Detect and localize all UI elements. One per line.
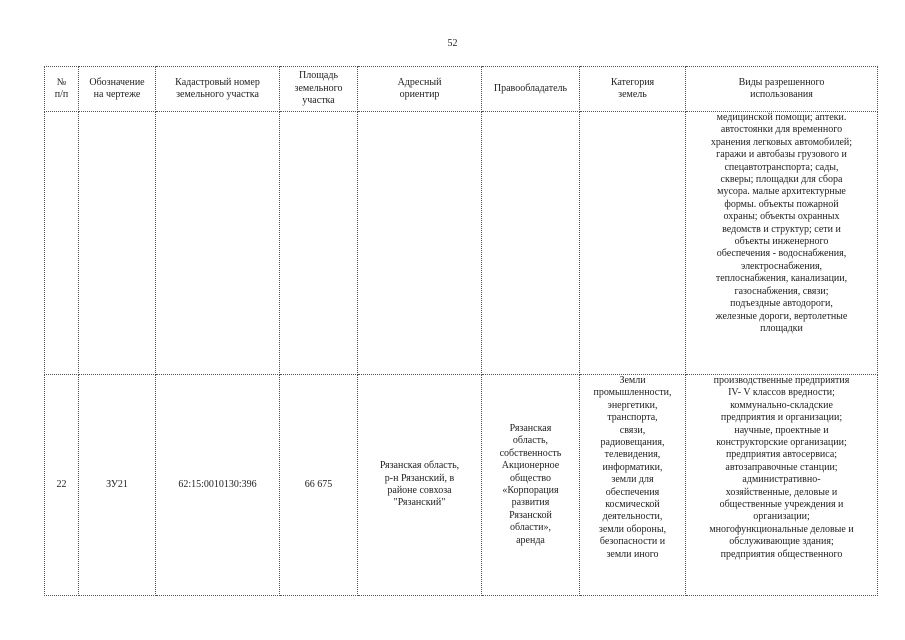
cell-empty [482,112,580,375]
header-cadastral-number: Кадастровый номер земельного участка [156,67,280,112]
cell-empty [358,112,482,375]
cell-empty [156,112,280,375]
cell-area: 66 675 [280,375,358,596]
cell-land-category: Земли промышленности, энергетики, транспорта, связи, радиовещания, телевидения, информатики, земли для обеспечения космической деятельности, земли обороны, безопасности и земли иного [580,375,686,596]
header-area: Площадь земельного участка [280,67,358,112]
cell-designation: ЗУ21 [79,375,156,596]
header-designation: Обозначение на чертеже [79,67,156,112]
cell-permitted-uses: производственные предприятия IV- V классов вредности; коммунально-складские предприятия и организации; научные, проектные и конструкторские организации; предприятия автосервиса; автозаправочные станции; административно- хозяйственные, деловые и общественные учреждения и организации; многофункциональные деловые и обслуживающие здания; предприятия общественного [686,375,878,596]
cell-cadastral-number: 62:15:0010130:396 [156,375,280,596]
cell-address: Рязанская область, р-н Рязанский, в районе совхоза "Рязанский" [358,375,482,596]
cell-permitted-uses-continued: медицинской помощи; аптеки. автостоянки для временного хранения легковых автомобилей; гаражи и автобазы грузового и спецавтотранспорта; сады, скверы; площадки для сбора мусора. малые архитектурные формы. объекты пожарной охраны; объекты охранных ведомств и структур; сети и объекты инженерного обеспечения - водоснабжения, электроснабжения, теплоснабжения, канализации, газоснабжения, связи; подъездные автодороги, железные дороги, вертолетные площадки [686,112,878,375]
table-header-row [45,67,878,112]
header-permitted-uses: Виды разрешенного использования [686,67,878,112]
cell-right-holder: Рязанская область, собственность Акционерное общество «Корпорация развития Рязанской области», аренда [482,375,580,596]
cell-empty [79,112,156,375]
land-plot-table [44,66,878,596]
table-row-continuation [45,112,878,375]
header-num: № п/п [45,67,79,112]
header-address: Адресный ориентир [358,67,482,112]
header-land-category: Категория земель [580,67,686,112]
page-number: 52 [447,38,458,49]
cell-empty [45,112,79,375]
cell-num: 22 [45,375,79,596]
table-row-22 [45,375,878,596]
header-right-holder: Правообладатель [482,67,580,112]
cell-empty [580,112,686,375]
cell-empty [280,112,358,375]
